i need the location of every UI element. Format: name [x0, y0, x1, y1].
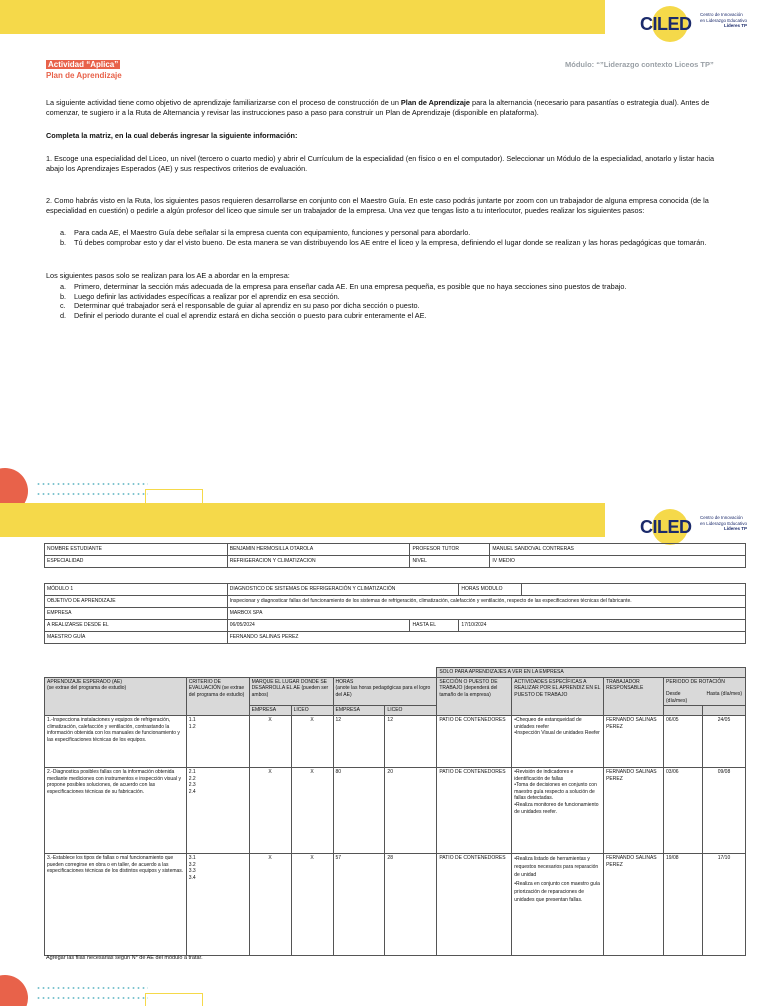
header-place: MARQUE EL LUGAR DONDE SE DESARROLLA EL AE (pueden ser ambos)	[249, 677, 333, 706]
ae-text: 1.-Inspecciona instalaciones y equipos de refrigeración, climatización, calefacción y ventilación, contrastando la información obtenida con los manuales de funcionamiento y las especificaciones técnicas de los equipos.	[45, 715, 187, 767]
module-name: DIAGNOSTICO DE SISTEMAS DE REFRIGERACIÓN Y CLIMATIZACIÓN	[227, 584, 459, 596]
list-text: Definir el periodo durante el cual el aprendiz estará en dicha sección o puesto para cubrir enteramente el AE.	[74, 310, 427, 320]
header-band	[0, 0, 605, 34]
header-worker: TRABAJADOR RESPONSABLE	[604, 677, 664, 715]
step-3: Los siguientes pasos solo se realizan para los AE a abordar en la empresa:	[46, 271, 290, 280]
decor-frame	[145, 489, 203, 503]
table-row	[45, 584, 746, 596]
list-text: Primero, determinar la sección más adecuada de la empresa para enseñar cada AE. En una empresa pequeña, es posible que no haya secciones sino puestos de trabajo.	[74, 282, 627, 291]
logo-tag-line: Líderes TP	[724, 526, 748, 531]
hours-empresa: 80	[333, 767, 385, 853]
header-hours-empresa: EMPRESA	[333, 706, 385, 716]
header-period-sub	[666, 691, 743, 704]
list-item	[60, 292, 720, 302]
logo-tagline	[700, 515, 747, 532]
logo-tag-line: en Liderazgo Educativo	[700, 520, 748, 526]
list-item	[60, 282, 720, 292]
tutor-label: PROFESOR TUTOR	[410, 544, 490, 556]
desde-cell: 03/06	[664, 767, 703, 853]
decor-dots	[36, 483, 148, 485]
header-criteria: CRITERIO DE EVALUACIÓN (se extrae del programa de estudio)	[186, 677, 249, 715]
table-row	[45, 556, 746, 568]
header-hours-title: HORAS	[335, 678, 354, 685]
header-activities: ACTIVIDADES ESPECÍFICAS A REALIZAR POR EL APRENDIZ EN EL PUESTO DE TRABAJO	[512, 677, 604, 715]
liceo-mark: X	[291, 715, 333, 767]
hasta-cell: 17/10	[702, 853, 745, 955]
logo-tag-line: Centro de Innovación	[700, 12, 743, 17]
list-letter: a.	[60, 228, 67, 237]
guide-label: MAESTRO GUÍA	[45, 632, 228, 644]
header-ae-sub: (se extrae del programa de estudio)	[47, 685, 127, 692]
decor-dots	[36, 997, 148, 999]
hasta-cell: 09/08	[702, 767, 745, 853]
hours-empresa: 57	[333, 853, 385, 955]
header-band	[0, 503, 605, 537]
intro-bold: Plan de Aprendizaje	[400, 98, 470, 107]
liceo-mark: X	[291, 767, 333, 853]
liceo-mark: X	[291, 853, 333, 955]
header-liceo: LICEO	[291, 706, 333, 716]
table-row	[45, 620, 746, 632]
logo-tag-line: Líderes TP	[724, 23, 748, 28]
level-label: NIVEL	[410, 556, 490, 568]
hours-liceo: 28	[385, 853, 437, 955]
step-2-list	[60, 228, 720, 247]
header-hasta-col	[702, 706, 745, 716]
worker-cell: FERNANDO SALINAS PEREZ	[604, 767, 664, 853]
desde-cell: 19/08	[664, 853, 703, 955]
criteria-cell	[186, 715, 249, 767]
list-text: Determinar qué trabajador será el responsable de guiar al aprendiz en su paso por dicha sección o puesto.	[74, 301, 420, 311]
to-value: 17/10/2024	[459, 620, 746, 632]
hours-liceo: 20	[385, 767, 437, 853]
section-cell: PATIO DE CONTENEDORES	[437, 767, 512, 853]
decor-dots	[36, 493, 148, 495]
list-letter: b.	[60, 237, 67, 247]
header-desde: Desde (día/mes)	[666, 691, 688, 704]
header-section: SECCIÓN O PUESTO DE TRABAJO (dependerá del tamaño de la empresa)	[437, 677, 512, 715]
criterion: 2.2	[188, 775, 196, 782]
company-only-header: SOLO PARA APRENDIZAJES A VER EN LA EMPRESA	[437, 668, 746, 678]
empresa-mark: X	[249, 853, 291, 955]
activities-cell	[512, 715, 604, 767]
criterion: 2.1	[188, 768, 196, 775]
list-letter: d.	[60, 310, 67, 320]
activities-cell	[512, 767, 604, 853]
guide-value: FERNANDO SALINAS PEREZ	[227, 632, 745, 644]
table-row	[45, 632, 746, 644]
list-text: Para cada AE, el Maestro Guía debe señalar si la empresa cuenta con equipamiento, funciones y personal para abordarlo.	[74, 228, 471, 237]
list-letter: a.	[60, 282, 67, 291]
header-period-title: PERIODO DE ROTACIÓN	[666, 678, 725, 685]
list-item	[60, 301, 720, 311]
logo-word: CILED	[640, 517, 692, 537]
decor-frame	[145, 993, 203, 1006]
ae-text: 3.-Establece los tipos de fallas o mal funcionamiento que pueden corregirse en obra o en taller, de acuerdo a las especificaciones técnicas de los distintos equipos y sistemas.	[45, 853, 187, 955]
activity: •Chequeo de estanqueidad de unidades reefer	[514, 716, 582, 730]
company-value: MARBOX SPA	[227, 608, 745, 620]
table-row	[45, 767, 746, 853]
list-item	[60, 238, 720, 248]
step-2: 2. Como habrás visto en la Ruta, los siguientes pasos requieren desarrollarse en conjunto con el Maestro Guía. En este caso podrás juntarte por zoom con un trabajador de alguna empresa conocida (de la especialidad en cuestión) o pedirle a algún profesor del liceo que simule ser un trabajador de la empresa. Una vez que tengas listo a tu interlocutor, puedes realizar los siguientes pasos:	[46, 196, 709, 215]
decor-semicircle	[0, 975, 28, 1006]
criterion: 3.1	[188, 854, 196, 861]
table-row	[45, 608, 746, 620]
criterion: 2.3	[188, 782, 196, 789]
to-label: HASTA EL	[410, 620, 459, 632]
from-label: A REALIZARSE DESDE EL	[45, 620, 228, 632]
blank-cell	[45, 668, 437, 678]
hasta-cell: 24/05	[702, 715, 745, 767]
hours-label: HORAS MODULO	[459, 584, 522, 596]
activity: •Inspección Visual de unidades Reefer	[514, 730, 600, 737]
activity: •Realiza listado de herramientas y requestos necesarios para reparación de unidad	[514, 855, 599, 879]
module-label: Módulo: “”Liderazgo contexto Liceos TP”	[565, 60, 714, 69]
section-cell: PATIO DE CONTENEDORES	[437, 715, 512, 767]
section-cell: PATIO DE CONTENEDORES	[437, 853, 512, 955]
footnote: Agregar las filas necesarias según N° de AE del módulo a tratar.	[46, 955, 203, 961]
objective-value: Inspecionar y diagnosticar fallas del funcionamiento de los sistemas de refrigeración, climatización, calefacción y ventilación, respecto de las especificaciones técnicas del fabricante.	[227, 596, 745, 608]
activity: •Toma de decisiones en conjunto con maestro guía respecto a solución de fallas detectadas.	[514, 782, 597, 802]
logo-tag-line: en Liderazgo Educativo	[700, 17, 748, 23]
activity-subtitle: Plan de Aprendizaje	[46, 71, 122, 80]
ae-text: 2.-Diagnostica posibles fallas con la información obtenida mediante mediciones con instrumentos e inspección visual y propone posibles soluciones, de acuerdo con las especificaciones técnicas de su fabricación.	[45, 767, 187, 853]
intro-text-after: para la alternancia (necesario para pasantías o estrategia dual). Antes de comenzar, te sugiero ir a la Ruta de Alternancia y revisar las instrucciones paso a paso para construir un Plan de Aprendizaje (disponible en plataforma).	[46, 98, 710, 117]
table-row	[45, 544, 746, 556]
student-table	[44, 543, 746, 568]
list-text: Luego definir las actividades específicas a realizar por el aprendiz en esa sección.	[74, 291, 340, 301]
header-ae-title: APRENDIZAJE ESPERADO (AE)	[47, 678, 123, 685]
list-letter: c.	[60, 301, 66, 311]
objective-label: OBJETIVO DE APRENDIZAJE	[45, 596, 228, 608]
decor-dots	[36, 987, 148, 989]
header-desde-col	[664, 706, 703, 716]
module-table	[44, 583, 746, 644]
page-2	[0, 503, 768, 1006]
instruction-heading: Completa la matriz, en la cual deberás ingresar la siguiente información:	[46, 131, 298, 140]
activity: •Realiza en conjunto con maestro guía priorización de reparaciones de unidades que presentan fallas.	[514, 880, 600, 903]
list-item	[60, 228, 720, 238]
list-text: Tú debes comprobar esto y dar el visto bueno. De esta manera se van distribuyendo los AE entre el liceo y la empresa, definiendo el lugar donde se realizan y las horas pedagógicas que tomarán.	[74, 237, 707, 247]
activity: •Realiza monitoreo de funcionamiento de unidades reefer.	[514, 801, 599, 815]
hours-liceo: 12	[385, 715, 437, 767]
criterion: 3.4	[188, 874, 196, 881]
hours-value	[522, 584, 746, 596]
empresa-mark: X	[249, 767, 291, 853]
step-1: 1. Escoge una especialidad del Liceo, un nivel (tercero o cuarto medio) y abrir el Currículum de la especialidad (en físico o en el computador). Seleccionar un Módulo de la especialidad, anotarlo y listar hacia abajo los Aprendizajes Esperados (AE) y sus respectivos criterios de evaluación.	[46, 154, 715, 173]
decor-semicircle	[0, 468, 28, 503]
header-hours	[333, 677, 437, 706]
from-value: 06/05/2024	[227, 620, 410, 632]
table-header-row	[45, 677, 746, 706]
hours-empresa: 12	[333, 715, 385, 767]
criterion: 1.2	[188, 723, 196, 730]
company-label: EMPRESA	[45, 608, 228, 620]
name-label: NOMBRE ESTUDIANTE	[45, 544, 228, 556]
logo-tag-line: Centro de Innovación	[700, 515, 743, 520]
worker-cell: FERNANDO SALINAS PEREZ	[604, 715, 664, 767]
criterion: 2.4	[188, 788, 196, 795]
module-number: MÓDULO 1	[45, 584, 228, 596]
empresa-mark: X	[249, 715, 291, 767]
criterion: 1.1	[188, 716, 196, 723]
ae-table	[44, 667, 746, 956]
header-period	[664, 677, 746, 706]
table-row	[45, 596, 746, 608]
criteria-cell	[186, 853, 249, 955]
specialty-value: REFRIGERACION Y CLIMATIZACION	[227, 556, 410, 568]
level-value: IV MEDIO	[490, 556, 746, 568]
header-hours-liceo: LICEO	[385, 706, 437, 716]
criterion: 3.2	[188, 861, 196, 868]
header-ae	[45, 677, 187, 715]
list-letter: b.	[60, 291, 67, 301]
activities-cell	[512, 853, 604, 955]
specialty-label: ESPECIALIDAD	[45, 556, 228, 568]
tutor-value: MANUEL SANDOVAL CONTRERAS	[490, 544, 746, 556]
header-empresa: EMPRESA	[249, 706, 291, 716]
logo-tagline	[700, 12, 747, 29]
logo-word: CILED	[640, 14, 692, 34]
activity: •Revisión de indicadores e identificación de fallas	[514, 768, 574, 782]
intro-text: La siguiente actividad tiene como objetivo de aprendizaje familiarizarse con el proceso de construcción de un	[46, 98, 401, 107]
header-hours-sub: (anote las horas pedagógicas para el logro del AE)	[335, 685, 431, 698]
criterion: 3.3	[188, 868, 196, 875]
step-3-list	[60, 282, 720, 320]
desde-cell: 06/05	[664, 715, 703, 767]
table-row	[45, 668, 746, 678]
ciled-logo	[640, 6, 750, 42]
worker-cell: FERNANDO SALINAS PEREZ	[604, 853, 664, 955]
criteria-cell	[186, 767, 249, 853]
table-row	[45, 853, 746, 955]
name-value: BENJAMIN HERMOSILLA OTAROLA	[227, 544, 410, 556]
ciled-logo	[640, 509, 750, 545]
table-row	[45, 715, 746, 767]
intro-paragraph	[46, 98, 726, 118]
list-item	[60, 311, 720, 321]
header-hasta: Hasta (día/mes)	[706, 691, 743, 698]
activity-title: Actividad “Aplica”	[48, 60, 119, 69]
